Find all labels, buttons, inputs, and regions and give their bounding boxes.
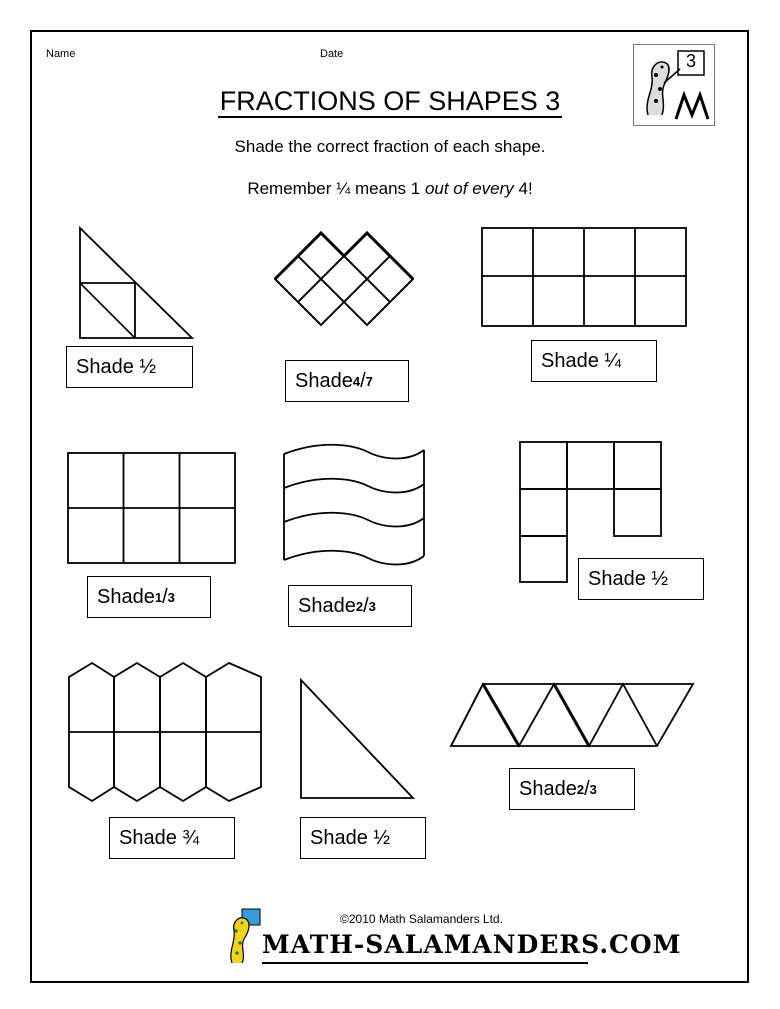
instruction-line-1: Shade the correct fraction of each shape.: [234, 137, 546, 156]
label-shape-2-slash: /: [360, 369, 366, 392]
shape-diamond-squares[interactable]: [252, 226, 438, 342]
label-shape-9: [509, 768, 635, 810]
page-title: [0, 86, 780, 117]
instruction-start: Remember ¼ means 1: [247, 179, 425, 198]
label-shape-5-num: 2: [355, 598, 364, 614]
footer-underline: [262, 962, 588, 964]
instruction-italic: out of every: [424, 179, 514, 198]
label-shape-4-slash: /: [162, 585, 168, 608]
shape-grid-sixths[interactable]: [67, 452, 236, 564]
label-shape-4-num: 1: [154, 589, 163, 605]
label-shape-5-slash: /: [363, 594, 369, 617]
label-shape-5-den: 3: [368, 598, 376, 614]
label-shape-1: Shade ½: [66, 346, 193, 388]
label-shape-9-prefix: Shade: [519, 777, 577, 800]
instruction-end: 4!: [513, 179, 533, 198]
footer-site: MATH-SALAMANDERS.COM: [262, 930, 682, 959]
logo-number: 3: [686, 51, 697, 71]
shape-triangle-strip[interactable]: [449, 682, 695, 748]
shape-grid-eighths[interactable]: [481, 227, 687, 327]
label-shape-9-num: 2: [576, 781, 585, 797]
label-shape-7: Shade ¾: [109, 817, 235, 859]
label-shape-9-slash: /: [584, 777, 590, 800]
date-label: Date: [320, 48, 344, 60]
label-shape-9-den: 3: [589, 781, 597, 797]
label-shape-5: [288, 585, 412, 627]
label-shape-4-prefix: Shade: [97, 585, 155, 608]
label-shape-2-prefix: Shade: [295, 369, 353, 392]
label-shape-2: [285, 360, 409, 402]
footer-copyright: ©2010 Math Salamanders Ltd.: [340, 912, 503, 926]
instruction-line-2: [0, 179, 780, 199]
label-shape-4-den: 3: [167, 589, 175, 605]
label-shape-3: Shade ¼: [531, 340, 657, 382]
label-shape-8: Shade ½: [300, 817, 426, 859]
shape-wavy-flag[interactable]: [280, 442, 428, 574]
label-shape-2-den: 7: [365, 373, 373, 389]
page-title-text: FRACTIONS OF SHAPES 3: [219, 86, 561, 116]
label-shape-5-prefix: Shade: [298, 594, 356, 617]
shape-hexagons[interactable]: [66, 661, 264, 803]
shape-triangle-halves[interactable]: [78, 226, 194, 340]
shape-triangle[interactable]: [299, 678, 415, 800]
name-label: Name: [46, 48, 76, 60]
label-shape-6: Shade ½: [578, 558, 704, 600]
label-shape-2-num: 4: [352, 373, 361, 389]
label-shape-4: [87, 576, 211, 618]
